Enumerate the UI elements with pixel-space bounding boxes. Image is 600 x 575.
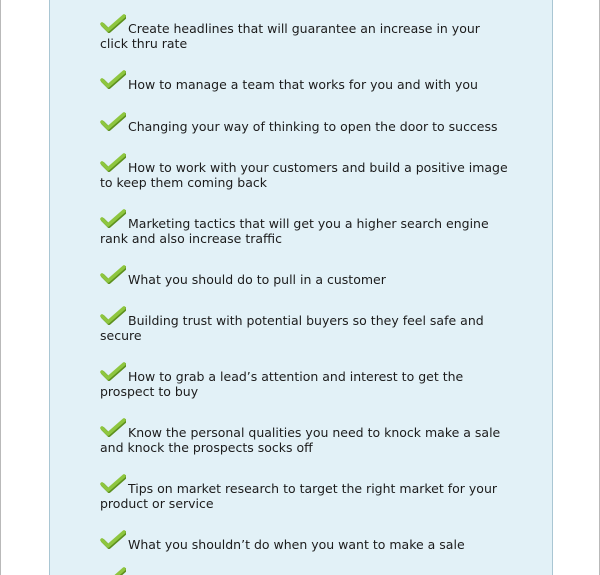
checklist-item bbox=[100, 14, 510, 51]
checklist-item-text: How to work with your customers and build a positive image to keep them coming back bbox=[100, 160, 508, 190]
checkmark-icon bbox=[100, 265, 126, 284]
checkmark-icon bbox=[100, 209, 126, 228]
checklist-item bbox=[100, 70, 510, 92]
checklist-item-text: Building trust with potential buyers so they feel safe and secure bbox=[100, 313, 484, 343]
checklist-item bbox=[100, 530, 510, 552]
checklist-item bbox=[100, 112, 510, 134]
checklist-item-partial bbox=[100, 567, 510, 575]
checklist-item-text: Know the personal qualities you need to knock make a sale and knock the prospects socks off bbox=[100, 425, 501, 455]
checklist-item bbox=[100, 418, 510, 455]
checklist-item-text: What you shouldn’t do when you want to make a sale bbox=[128, 537, 465, 552]
checkmark-icon bbox=[100, 306, 126, 325]
benefits-panel bbox=[49, 0, 553, 575]
checklist-item-text: What you should do to pull in a customer bbox=[128, 272, 386, 287]
checklist-item-text: Create headlines that will guarantee an increase in your click thru rate bbox=[100, 21, 480, 51]
checkmark-icon bbox=[100, 474, 126, 493]
checkmark-icon bbox=[100, 530, 126, 549]
checklist-item bbox=[100, 362, 510, 399]
checkmark-icon bbox=[100, 112, 126, 131]
checklist-item bbox=[100, 209, 510, 246]
checkmark-icon bbox=[100, 362, 126, 381]
checklist-item bbox=[100, 153, 510, 190]
checklist-item bbox=[100, 265, 510, 287]
checkmark-icon bbox=[100, 70, 126, 89]
checklist-item bbox=[100, 474, 510, 511]
checklist-item bbox=[100, 306, 510, 343]
checklist-item-text: Marketing tactics that will get you a higher search engine rank and also increase traffic bbox=[100, 216, 489, 246]
checklist-item-text: Tips on market research to target the right market for your product or service bbox=[100, 481, 498, 511]
checkmark-icon bbox=[100, 14, 126, 33]
checkmark-icon bbox=[100, 418, 126, 437]
checklist-item-text: Changing your way of thinking to open the door to success bbox=[128, 119, 498, 134]
checkmark-icon bbox=[100, 567, 126, 575]
checklist-item-text: How to manage a team that works for you and with you bbox=[128, 77, 478, 92]
checkmark-icon bbox=[100, 153, 126, 172]
checklist-item-text: How to grab a lead’s attention and interest to get the prospect to buy bbox=[100, 369, 464, 399]
